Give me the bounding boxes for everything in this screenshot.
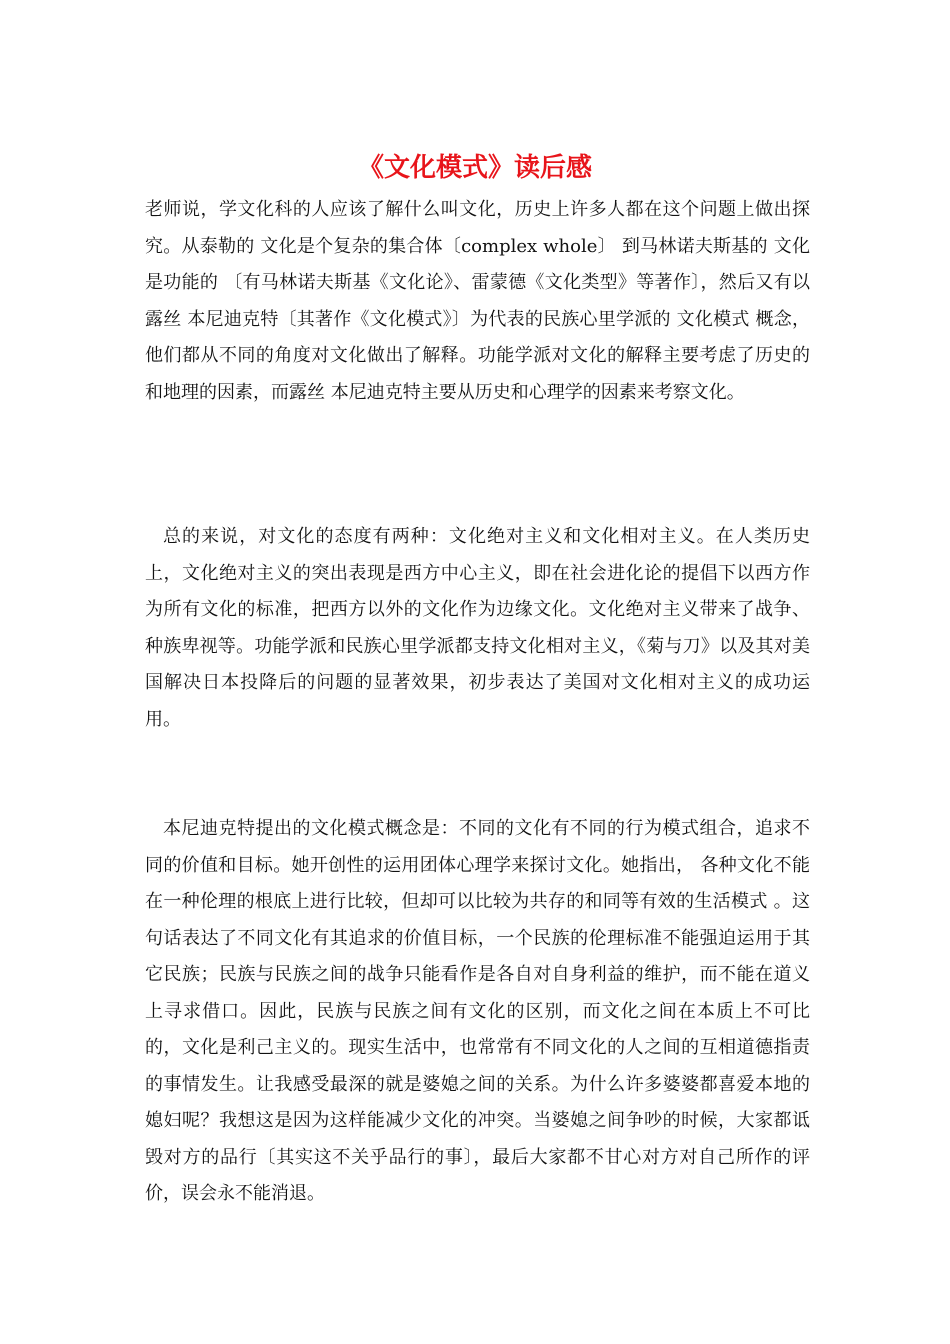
- document-title: 《文化模式》读后感: [357, 153, 592, 183]
- paragraph-2: 总的来说，对文化的态度有两种：文化绝对主义和文化相对主义。在人类历史上，文化绝对主义的突出表现是西方中心主义，即在社会进化论的提倡下以西方作为所有文化的标准，把西方以外的文化作为边缘文化。文化绝对主义带来了战争、种族卑视等。功能学派和民族心里学派都支持文化相对主义，《菊与刀》以及其对美国解决日本投降后的问题的显著效果，初步表达了美国对文化相对主义的成功运用。: [145, 526, 810, 730]
- paragraph-1: 老师说，学文化科的人应该了解什么叫文化，历史上许多人都在这个问题上做出探究。从泰勒的 文化是个复杂的集合体〔complex whole〕 到马林诺夫斯基的 文化是功能的 〔有马林诺夫斯基《文化论》、雷蒙德《文化类型》等著作〕，然后又有以露丝 本尼迪克特〔其著作《文化模式》〕为代表的民族心里学派的 文化模式 概念，他们都从不同的角度对文化做出了解释。功能学派对文化的解释主要考虑了历史的和地理的因素，而露丝 本尼迪克特主要从历史和心理学的因素来考察文化。: [145, 199, 810, 403]
- paragraph-3: 本尼迪克特提出的文化模式概念是：不同的文化有不同的行为模式组合，追求不同的价值和目标。她开创性的运用团体心理学来探讨文化。她指出， 各种文化不能在一种伦理的根底上进行比较，但却可以比较为共存的和同等有效的生活模式 。这句话表达了不同文化有其追求的价值目标，一个民族的伦理标准不能强迫运用于其它民族；民族与民族之间的战争只能看作是各自对自身利益的维护，而不能在道义上寻求借口。因此，民族与民族之间有文化的区别，而文化之间在本质上不可比的，文化是利己主义的。现实生活中，也常常有不同文化的人之间的互相道德指责的事情发生。让我感受最深的就是婆媳之间的关系。为什么许多婆婆都喜爱本地的媳妇呢？我想这是因为这样能减少文化的冲突。当婆媳之间争吵的时候，大家都诋毁对方的品行〔其实这不关乎品行的事〕，最后大家都不甘心对方对自己所作的评价，误会永不能消退。: [145, 818, 810, 1204]
